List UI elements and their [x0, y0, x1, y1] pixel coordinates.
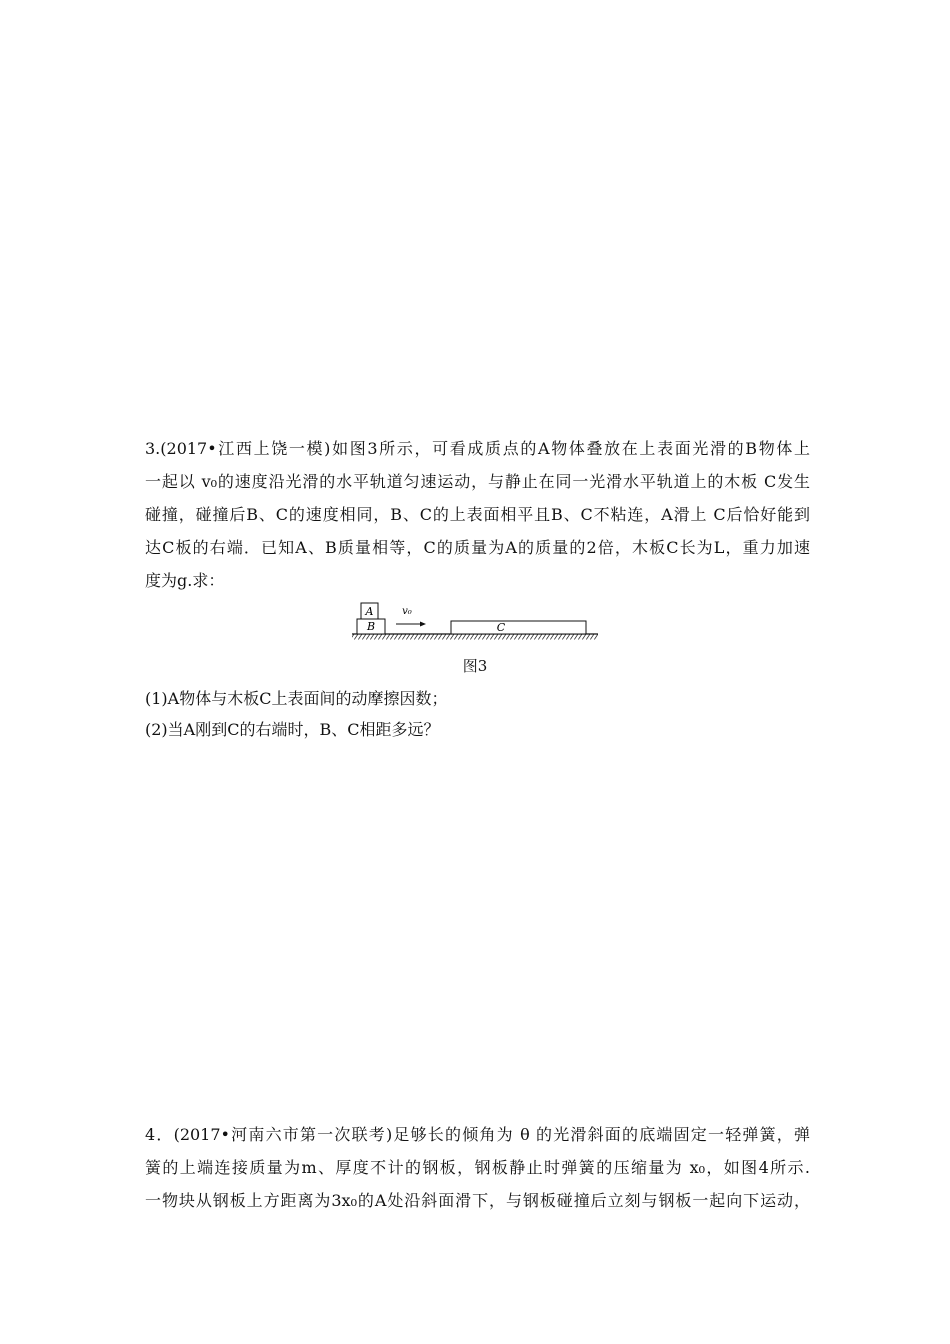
question-2: (2)当A刚到C的右端时，B、C相距多远？ — [145, 720, 440, 739]
block-a-label: A — [365, 605, 374, 618]
figure-3-diagram — [350, 598, 600, 646]
problem3-line-4: 达C板的右端．已知A、B质量相等，C的质量为A的质量的2倍，木板C长为L，重力加速 — [145, 538, 810, 557]
figure-3-caption: 图3 — [462, 657, 488, 675]
block-b-label: B — [366, 620, 376, 633]
board-c-label: C — [496, 621, 506, 634]
velocity-label: v₀ — [402, 606, 412, 617]
velocity-arrow-head — [420, 622, 426, 627]
problem3-line-5: 度为g.求： — [145, 571, 225, 590]
problem3-line-2: 一起以 v₀的速度沿光滑的水平轨道匀速运动，与静止在同一光滑水平轨道上的木板 C发生 — [145, 472, 810, 491]
problem3-line-1: 3.(2017•江西上饶一模)如图3所示，可看成质点的A物体叠放在上表面光滑的B物体上 — [145, 439, 810, 458]
ground-hatching — [352, 635, 598, 640]
board-c — [451, 621, 586, 634]
problem4-line-3: 一物块从钢板上方距离为3x₀的A处沿斜面滑下，与钢板碰撞后立刻与钢板一起向下运动， — [145, 1191, 810, 1210]
problem4-line-2: 簧的上端连接质量为m、厚度不计的钢板，钢板静止时弹簧的压缩量为 x₀，如图4所示. — [145, 1158, 810, 1177]
problem3-line-3: 碰撞，碰撞后B、C的速度相同，B、C的上表面相平且B、C不粘连，A滑上 C后恰好能到 — [145, 505, 810, 524]
question-1: (1)A物体与木板C上表面间的动摩擦因数； — [145, 689, 448, 708]
problem4-line-1: 4．(2017•河南六市第一次联考)足够长的倾角为 θ 的光滑斜面的底端固定一轻弹簧，弹 — [145, 1125, 810, 1144]
